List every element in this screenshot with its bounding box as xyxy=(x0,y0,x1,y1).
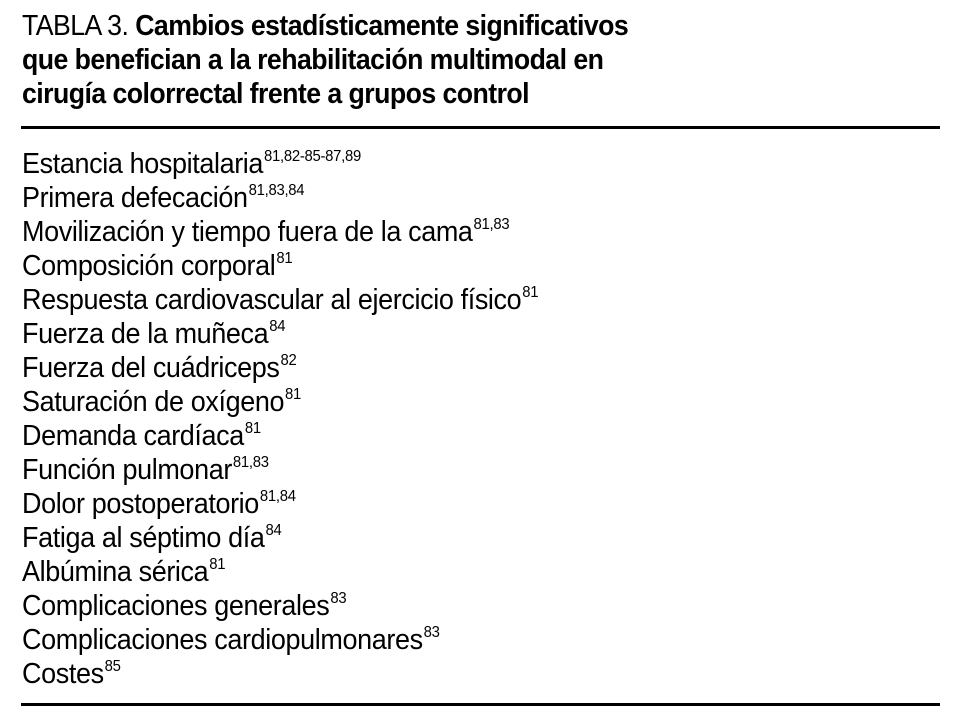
bottom-rule xyxy=(21,703,940,706)
row-text: Costes xyxy=(22,658,104,690)
row-references: 84 xyxy=(269,318,286,335)
row-text: Fatiga al séptimo día xyxy=(22,522,265,554)
table-heading-line-2: que benefician a la rehabilitación multimodal en xyxy=(22,44,604,76)
row-references: 81,83 xyxy=(473,216,510,233)
top-rule xyxy=(21,126,940,129)
row-references: 81 xyxy=(522,284,539,301)
table-row xyxy=(22,181,538,215)
row-text: Estancia hospitalaria xyxy=(22,148,264,180)
table-heading-line-3: cirugía colorrectal frente a grupos control xyxy=(22,78,530,110)
table-row xyxy=(22,555,538,589)
table-row xyxy=(22,419,538,453)
row-references: 81,83 xyxy=(232,454,269,471)
table-row xyxy=(22,589,538,623)
row-references: 81,83,84 xyxy=(248,182,305,199)
row-text: Función pulmonar xyxy=(22,454,232,486)
row-text: Movilización y tiempo fuera de la cama xyxy=(22,216,473,248)
row-text: Complicaciones cardiopulmonares xyxy=(22,624,423,656)
row-references: 82 xyxy=(280,352,297,369)
row-references: 83 xyxy=(423,624,440,641)
table-row xyxy=(22,657,538,691)
row-references: 81 xyxy=(276,250,293,267)
row-references: 81,84 xyxy=(259,488,296,505)
row-text: Complicaciones generales xyxy=(22,590,330,622)
table-label: TABLA 3. xyxy=(22,10,129,42)
row-text: Fuerza del cuádriceps xyxy=(22,352,280,384)
row-text: Saturación de oxígeno xyxy=(22,386,285,418)
row-references: 85 xyxy=(104,658,121,675)
table-row xyxy=(22,215,538,249)
row-text: Fuerza de la muñeca xyxy=(22,318,269,350)
table-row xyxy=(22,385,538,419)
table-row xyxy=(22,521,538,555)
row-text: Respuesta cardiovascular al ejercicio físico xyxy=(22,284,522,316)
row-text: Composición corporal xyxy=(22,250,276,282)
row-references: 84 xyxy=(265,522,282,539)
table-row xyxy=(22,351,538,385)
row-references: 81 xyxy=(285,386,302,403)
row-text: Dolor postoperatorio xyxy=(22,488,259,520)
table-title xyxy=(22,9,850,111)
table-row xyxy=(22,317,538,351)
table-row xyxy=(22,249,538,283)
row-references: 81 xyxy=(244,420,261,437)
row-text: Primera defecación xyxy=(22,182,248,214)
row-references: 81,82-85-87,89 xyxy=(263,148,362,165)
row-text: Albúmina sérica xyxy=(22,556,209,588)
row-references: 83 xyxy=(330,590,347,607)
table-row xyxy=(22,147,538,181)
table-row xyxy=(22,453,538,487)
row-text: Demanda cardíaca xyxy=(22,420,244,452)
table-row xyxy=(22,487,538,521)
row-references: 81 xyxy=(209,556,226,573)
table-item-list xyxy=(22,147,577,691)
table-row xyxy=(22,623,538,657)
table-heading-line-1: Cambios estadísticamente significativos xyxy=(135,10,629,42)
table-row xyxy=(22,283,538,317)
